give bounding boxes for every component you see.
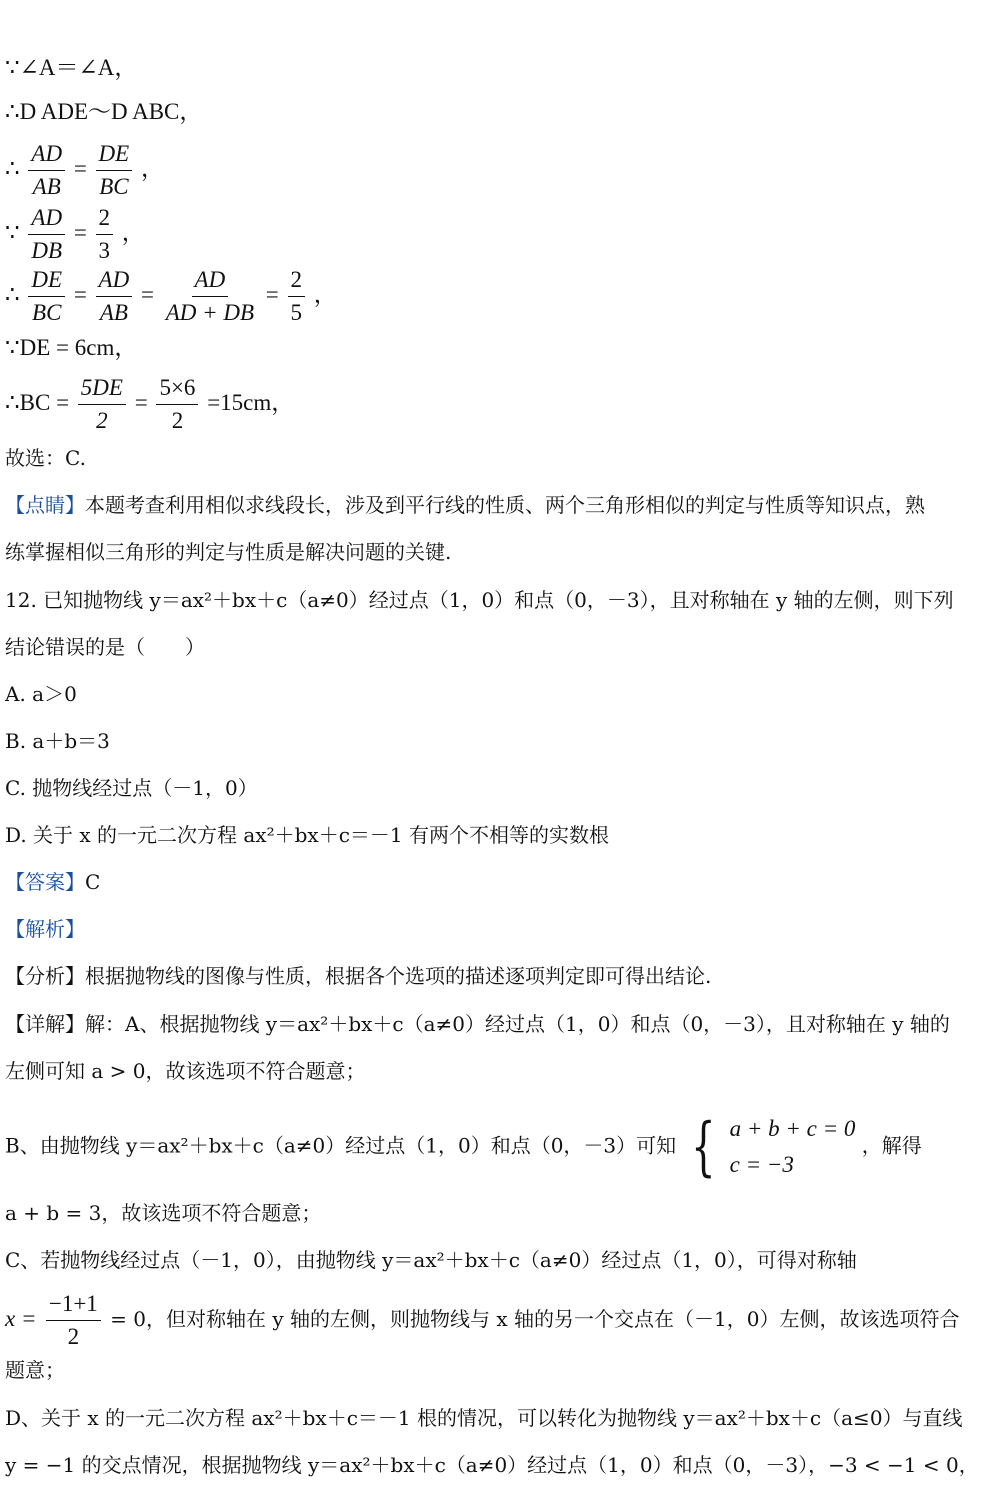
choice-statement: 故选：C. — [5, 446, 86, 470]
detail-d-line-1: D、关于 x 的一元二次方程 ax²＋bx＋c＝－1 根的情况，可以转化为抛物线 y＝ax²＋bx＋c（a≤0）与直线 — [5, 1406, 963, 1430]
fraction: $\frac{AD}{DB}$ — [28, 202, 65, 267]
detail-c-line-1: C、若抛物线经过点（－1，0），由抛物线 y＝ax²＋bx＋c（a≠0）经过点（1，0），可得对称轴 — [5, 1248, 857, 1272]
step-ratio-1: ∴ $\frac{AD}{AB}$ = $\frac{DE}{BC}$ ， — [5, 138, 164, 203]
option-a: A. a＞0 — [5, 682, 77, 706]
dianjing-line-2: 练掌握相似三角形的判定与性质是解决问题的关键. — [5, 540, 452, 564]
fraction: $\frac{AD}{AB}$ — [28, 138, 65, 203]
detail-b-line-1: B、由抛物线 y＝ax²＋bx＋c（a≠0）经过点（1，0）和点（0，－3）可知 { a + b + c = 0 c = −3 ，解得 — [5, 1110, 922, 1184]
equation-system: a + b + c = 0 c = −3 — [729, 1116, 856, 1177]
left-brace: { — [690, 1110, 716, 1184]
fenxi-line: 【分析】根据抛物线的图像与性质，根据各个选项的描述逐项判定即可得出结论. — [5, 964, 712, 988]
fenxi-label: 【分析】 — [5, 964, 85, 988]
therefore-symbol: ∴ — [5, 281, 20, 307]
fraction: $\frac{5\times 6}{2}$ — [156, 372, 198, 437]
answer-label: 【答案】 — [5, 870, 85, 894]
fraction: $\frac{AD}{AD + DB}$ — [163, 264, 257, 329]
step-de-length: ∵DE = 6cm， — [5, 335, 138, 360]
dianjing-line-1: 【点睛】本题考查利用相似求线段长，涉及到平行线的性质、两个三角形相似的判定与性质等知识点，熟 — [5, 493, 925, 517]
fraction: $\frac{DE}{BC}$ — [28, 264, 65, 329]
fraction: $\frac{2}{3}$ — [96, 202, 114, 267]
fraction: $\frac{-1+1}{2}$ — [46, 1288, 101, 1353]
step-angle-equal: ∵∠A＝∠A， — [5, 55, 138, 80]
step-similar-triangles: ∴D ADE～D ABC， — [5, 99, 203, 124]
option-d: D. 关于 x 的一元二次方程 ax²＋bx＋c＝－1 有两个不相等的实数根 — [5, 823, 609, 847]
because-symbol: ∵ — [5, 219, 20, 245]
step-ratio-chain: ∴ $\frac{DE}{BC}$ = $\frac{AD}{AB}$ = $\frac{AD}{AD + DB}$ = $\frac{2}{5}$ ， — [5, 264, 337, 329]
detail-b-line-2: a + b = 3，故该选项不符合题意； — [5, 1201, 322, 1225]
fraction: $\frac{5DE}{2}$ — [78, 372, 126, 437]
step-bc-length: ∴BC = $\frac{5DE}{2}$ = $\frac{5\times 6}{2}$ =15cm， — [5, 372, 294, 437]
detail-a-line-2: 左侧可知 a > 0，故该选项不符合题意； — [5, 1059, 366, 1083]
fraction: $\frac{2}{5}$ — [288, 264, 306, 329]
detail-label: 【详解】 — [5, 1012, 85, 1036]
detail-c-line-2: x = $\frac{-1+1}{2}$ = 0，但对称轴在 y 轴的左侧，则抛物线与 x 轴的另一个交点在（－1，0）左侧，故该选项符合 — [5, 1288, 959, 1353]
answer-line — [5, 872, 100, 892]
fraction: $\frac{AD}{AB}$ — [96, 264, 133, 329]
dianjing-label: 【点睛】 — [5, 493, 85, 517]
question-12-line-1: 12. 已知抛物线 y＝ax²＋bx＋c（a≠0）经过点（1，0）和点（0，－3），且对称轴在 y 轴的左侧，则下列 — [5, 588, 954, 612]
answer-value: C — [85, 870, 101, 894]
step-ratio-given: ∵ $\frac{AD}{DB}$ = $\frac{2}{3}$ ， — [5, 202, 145, 267]
option-c: C. 抛物线经过点（－1，0） — [5, 776, 258, 800]
fraction: $\frac{DE}{BC}$ — [96, 138, 133, 203]
therefore-symbol: ∴ — [5, 155, 20, 181]
detail-a-line-1: 【详解】解：A、根据抛物线 y＝ax²＋bx＋c（a≠0）经过点（1，0）和点（0，－3），且对称轴在 y 轴的 — [5, 1012, 950, 1036]
detail-d-line-2: y = −1 的交点情况，根据抛物线 y＝ax²＋bx＋c（a≠0）经过点（1，0）和点（0，－3），−3 < −1 < 0， — [5, 1453, 979, 1477]
detail-c-line-3: 题意； — [5, 1358, 65, 1382]
question-12-line-2: 结论错误的是（ ） — [5, 635, 205, 659]
analysis-label: 【解析】 — [5, 917, 85, 941]
option-b: B. a＋b＝3 — [5, 729, 110, 753]
